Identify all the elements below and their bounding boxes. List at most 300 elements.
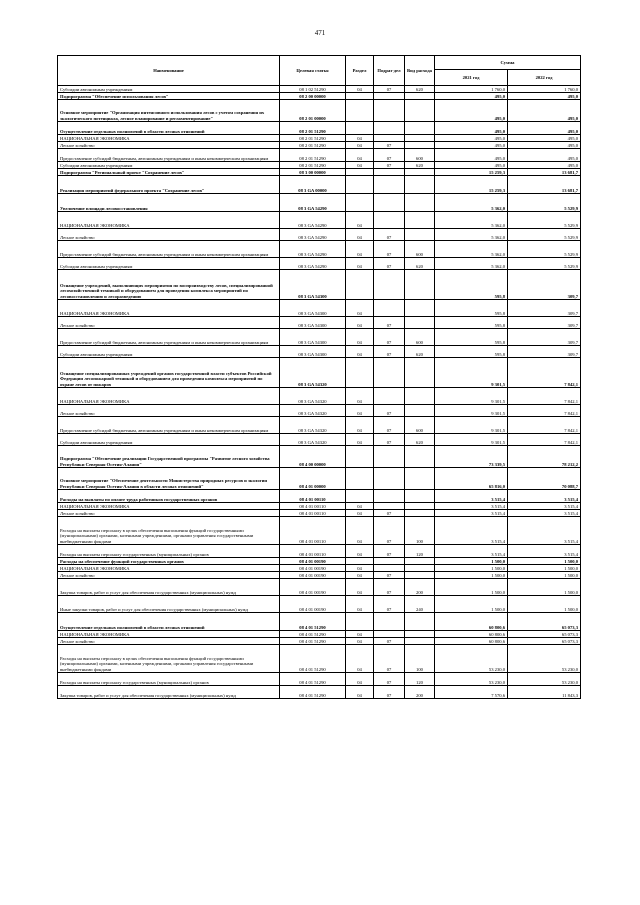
cell-expense-type: 100 [405, 517, 435, 545]
header-target-article: Целевая статья [280, 56, 346, 86]
header-year-2022: 2022 год [508, 70, 581, 86]
table-row [58, 517, 581, 545]
cell-target-article: 08 3 GA 54300 [280, 317, 346, 329]
table-row [58, 631, 581, 638]
cell-target-article: 08 3 GA 00000 [280, 176, 346, 194]
cell-amount-2022: 309,7 [508, 300, 581, 317]
cell-subsection [374, 212, 405, 229]
cell-amount-2021: 15 259,3 [435, 169, 508, 176]
cell-name: НАЦИОНАЛЬНАЯ ЭКОНОМИКА [58, 503, 280, 510]
table-row [58, 468, 581, 490]
cell-target-article: 08 3 GA 54320 [280, 434, 346, 446]
cell-target-article: 08 4 01 51290 [280, 638, 346, 645]
cell-name: Реализация мероприятий федерального проекта "Сохранение лесов" [58, 176, 280, 194]
cell-subsection [374, 631, 405, 638]
cell-subsection [374, 468, 405, 490]
cell-amount-2021: 495,0 [435, 100, 508, 122]
cell-section: 04 [346, 510, 374, 517]
cell-name: НАЦИОНАЛЬНАЯ ЭКОНОМИКА [58, 300, 280, 317]
cell-amount-2022: 7 842,1 [508, 405, 581, 417]
table-row [58, 572, 581, 579]
cell-expense-type: 600 [405, 329, 435, 346]
cell-subsection: 07 [374, 405, 405, 417]
cell-subsection: 07 [374, 317, 405, 329]
cell-section: 04 [346, 149, 374, 162]
table-header [58, 56, 581, 86]
table-row [58, 503, 581, 510]
cell-expense-type [405, 388, 435, 405]
cell-amount-2022: 1 500,0 [508, 579, 581, 596]
cell-amount-2021: 5 362,0 [435, 241, 508, 258]
table-row [58, 638, 581, 645]
cell-amount-2022: 495,0 [508, 162, 581, 169]
cell-target-article: 08 3 GA 54320 [280, 358, 346, 388]
cell-subsection: 07 [374, 142, 405, 149]
header-year-2021: 2021 год [435, 70, 508, 86]
cell-amount-2022: 495,0 [508, 149, 581, 162]
cell-amount-2021: 9 301,5 [435, 434, 508, 446]
cell-amount-2022: 13 681,7 [508, 176, 581, 194]
cell-amount-2022: 5 529,9 [508, 212, 581, 229]
cell-section: 04 [346, 258, 374, 270]
cell-subsection: 07 [374, 572, 405, 579]
cell-subsection [374, 446, 405, 468]
cell-expense-type [405, 169, 435, 176]
cell-expense-type: 620 [405, 258, 435, 270]
cell-expense-type [405, 212, 435, 229]
cell-expense-type [405, 490, 435, 503]
cell-name: Расходы на выплаты персоналу в целях обеспечения выполнения функций государственными (муниципальными) органами, казенными учреждениями, органами управления государственными внебюджетными фондами [58, 517, 280, 545]
cell-name: Субсидии автономным учреждениям [58, 258, 280, 270]
cell-expense-type: 620 [405, 346, 435, 358]
header-section: Раздел [346, 56, 374, 86]
cell-target-article: 08 3 GA 54290 [280, 229, 346, 241]
cell-amount-2021: 1 500,0 [435, 572, 508, 579]
cell-name: Предоставление субсидий бюджетным, автономным учреждениям и иным некоммерческим организациям [58, 329, 280, 346]
cell-subsection [374, 270, 405, 300]
table-row [58, 434, 581, 446]
cell-expense-type: 100 [405, 645, 435, 673]
cell-subsection: 07 [374, 510, 405, 517]
cell-amount-2021: 5 362,0 [435, 194, 508, 212]
cell-amount-2022: 1 500,0 [508, 572, 581, 579]
cell-subsection: 07 [374, 545, 405, 558]
cell-subsection: 07 [374, 162, 405, 169]
cell-subsection: 07 [374, 645, 405, 673]
cell-section: 04 [346, 162, 374, 169]
cell-section [346, 490, 374, 503]
cell-section [346, 122, 374, 135]
cell-amount-2022: 3 515,4 [508, 510, 581, 517]
cell-amount-2021: 9 301,5 [435, 405, 508, 417]
cell-name: Субсидии автономным учреждениям [58, 86, 280, 93]
cell-amount-2022: 3 515,4 [508, 517, 581, 545]
cell-section: 04 [346, 300, 374, 317]
cell-amount-2022: 65 073,3 [508, 638, 581, 645]
cell-expense-type [405, 638, 435, 645]
cell-expense-type [405, 93, 435, 100]
cell-expense-type [405, 572, 435, 579]
table-row [58, 229, 581, 241]
table-row [58, 558, 581, 565]
cell-subsection: 07 [374, 673, 405, 686]
cell-amount-2021: 65 816,0 [435, 468, 508, 490]
table-row [58, 613, 581, 631]
cell-target-article: 08 4 01 00190 [280, 558, 346, 565]
cell-name: Расходы на выплаты по оплате труда работников государственных органов [58, 490, 280, 503]
cell-name: НАЦИОНАЛЬНАЯ ЭКОНОМИКА [58, 388, 280, 405]
cell-amount-2021: 595,8 [435, 329, 508, 346]
cell-subsection: 07 [374, 517, 405, 545]
cell-target-article: 08 2 00 00000 [280, 93, 346, 100]
cell-amount-2022: 495,0 [508, 122, 581, 135]
cell-name: Оснащение учреждений, выполняющих мероприятия по воспроизводству лесов, специализированной лесохозяйственной техникой и оборудованием для проведения комплекса мероприятий по лесовосстановлению и лесоразведению [58, 270, 280, 300]
cell-amount-2022: 7 842,1 [508, 358, 581, 388]
cell-name: Оснащение специализированных учреждений органов государственной власти субъектов Российской Федерации лесопожарной техникой и оборудованием для проведения комплекса мероприятий по охране лесов от пожаров [58, 358, 280, 388]
cell-subsection: 07 [374, 638, 405, 645]
cell-target-article: 08 4 00 00000 [280, 446, 346, 468]
cell-name: Осуществление отдельных полномочий в области лесных отношений [58, 613, 280, 631]
cell-subsection [374, 490, 405, 503]
cell-expense-type [405, 100, 435, 122]
cell-section: 04 [346, 645, 374, 673]
cell-amount-2021: 9 301,5 [435, 417, 508, 434]
cell-expense-type: 240 [405, 596, 435, 613]
table-row [58, 241, 581, 258]
cell-section [346, 613, 374, 631]
cell-expense-type: 620 [405, 86, 435, 93]
cell-target-article: 08 2 01 51290 [280, 149, 346, 162]
table-row [58, 93, 581, 100]
cell-name: Закупка товаров, работ и услуг для обеспечения государственных (муниципальных) нужд [58, 686, 280, 699]
table-row [58, 329, 581, 346]
cell-name: НАЦИОНАЛЬНАЯ ЭКОНОМИКА [58, 565, 280, 572]
cell-section [346, 100, 374, 122]
cell-amount-2022: 3 515,4 [508, 545, 581, 558]
cell-section: 04 [346, 388, 374, 405]
cell-amount-2021: 1 500,0 [435, 596, 508, 613]
cell-expense-type [405, 405, 435, 417]
cell-amount-2021: 3 515,4 [435, 510, 508, 517]
cell-subsection: 07 [374, 86, 405, 93]
cell-amount-2022: 1 500,0 [508, 558, 581, 565]
cell-expense-type: 600 [405, 149, 435, 162]
cell-amount-2021: 60 800,6 [435, 613, 508, 631]
cell-subsection [374, 194, 405, 212]
cell-amount-2021: 595,8 [435, 317, 508, 329]
table-body [58, 86, 581, 699]
table-row [58, 142, 581, 149]
table-row [58, 346, 581, 358]
cell-name: Осуществление отдельных полномочий в области лесных отношений [58, 122, 280, 135]
cell-expense-type [405, 135, 435, 142]
cell-name: Предоставление субсидий бюджетным, автономным учреждениям и иным некоммерческим организациям [58, 149, 280, 162]
cell-subsection: 07 [374, 434, 405, 446]
table-row [58, 417, 581, 434]
cell-amount-2021: 3 515,4 [435, 490, 508, 503]
cell-target-article: 08 3 GA 54290 [280, 241, 346, 258]
table-row [58, 300, 581, 317]
cell-section [346, 169, 374, 176]
cell-subsection [374, 122, 405, 135]
cell-target-article: 08 4 01 00110 [280, 545, 346, 558]
cell-amount-2021: 7 570,6 [435, 686, 508, 699]
table-row [58, 149, 581, 162]
cell-subsection [374, 135, 405, 142]
cell-section [346, 93, 374, 100]
cell-amount-2021: 15 259,3 [435, 176, 508, 194]
cell-target-article: 08 2 01 51290 [280, 135, 346, 142]
cell-section: 04 [346, 405, 374, 417]
cell-subsection: 07 [374, 241, 405, 258]
header-name: Наименование [58, 56, 280, 86]
cell-amount-2021: 495,0 [435, 142, 508, 149]
cell-amount-2022: 7 842,1 [508, 434, 581, 446]
cell-target-article: 08 3 GA 54320 [280, 417, 346, 434]
table-row [58, 510, 581, 517]
cell-name: Лесное хозяйство [58, 317, 280, 329]
cell-subsection [374, 300, 405, 317]
cell-expense-type [405, 358, 435, 388]
cell-amount-2022: 5 529,9 [508, 241, 581, 258]
cell-name: Предоставление субсидий бюджетным, автономным учреждениям и иным некоммерческим организациям [58, 417, 280, 434]
cell-expense-type [405, 558, 435, 565]
cell-section: 04 [346, 142, 374, 149]
table-row [58, 673, 581, 686]
cell-amount-2021: 53 230,0 [435, 673, 508, 686]
cell-target-article: 08 4 01 00190 [280, 579, 346, 596]
cell-name: НАЦИОНАЛЬНАЯ ЭКОНОМИКА [58, 212, 280, 229]
cell-name: Лесное хозяйство [58, 510, 280, 517]
cell-amount-2022: 3 515,4 [508, 490, 581, 503]
cell-section: 04 [346, 229, 374, 241]
cell-name: Расходы на выплаты персоналу государственных (муниципальных) органов [58, 545, 280, 558]
cell-amount-2022: 53 230,0 [508, 673, 581, 686]
cell-expense-type: 620 [405, 162, 435, 169]
cell-amount-2022: 5 529,9 [508, 229, 581, 241]
cell-target-article: 08 4 01 51290 [280, 673, 346, 686]
cell-section: 04 [346, 545, 374, 558]
cell-subsection: 07 [374, 258, 405, 270]
cell-expense-type [405, 446, 435, 468]
cell-amount-2021: 595,8 [435, 346, 508, 358]
cell-expense-type [405, 229, 435, 241]
cell-amount-2021: 3 515,4 [435, 503, 508, 510]
cell-section: 04 [346, 503, 374, 510]
cell-subsection [374, 613, 405, 631]
cell-section: 04 [346, 329, 374, 346]
cell-name: Лесное хозяйство [58, 229, 280, 241]
cell-subsection: 07 [374, 329, 405, 346]
table-row [58, 446, 581, 468]
cell-target-article: 08 4 01 51290 [280, 686, 346, 699]
cell-name: Лесное хозяйство [58, 638, 280, 645]
cell-subsection [374, 565, 405, 572]
cell-amount-2022: 7 842,1 [508, 388, 581, 405]
cell-amount-2022: 13 681,7 [508, 169, 581, 176]
cell-amount-2022: 65 073,3 [508, 631, 581, 638]
cell-target-article: 08 4 01 00110 [280, 503, 346, 510]
cell-subsection: 07 [374, 579, 405, 596]
cell-target-article: 08 2 01 00000 [280, 100, 346, 122]
cell-amount-2021: 595,8 [435, 300, 508, 317]
cell-name: Лесное хозяйство [58, 572, 280, 579]
cell-section [346, 270, 374, 300]
cell-target-article: 08 3 GA 54300 [280, 270, 346, 300]
cell-subsection: 07 [374, 417, 405, 434]
cell-section: 04 [346, 346, 374, 358]
cell-amount-2021: 595,8 [435, 270, 508, 300]
table-row [58, 176, 581, 194]
table-row [58, 258, 581, 270]
cell-target-article: 08 3 GA 54290 [280, 258, 346, 270]
cell-target-article: 08 4 01 00000 [280, 468, 346, 490]
cell-expense-type: 120 [405, 673, 435, 686]
cell-name: Подпрограмма "Обеспечение реализации Государственной программы "Развитие лесного хозяйства Республики Северная Осетия-Алания" [58, 446, 280, 468]
table-row [58, 169, 581, 176]
cell-amount-2021: 5 362,0 [435, 229, 508, 241]
cell-target-article: 08 4 01 00190 [280, 572, 346, 579]
cell-name: Расходы на обеспечение функций государственных органов [58, 558, 280, 565]
cell-expense-type [405, 270, 435, 300]
cell-amount-2021: 495,0 [435, 135, 508, 142]
cell-section [346, 446, 374, 468]
cell-expense-type [405, 503, 435, 510]
cell-amount-2021: 9 301,5 [435, 358, 508, 388]
cell-amount-2022: 78 212,2 [508, 446, 581, 468]
table-row [58, 194, 581, 212]
cell-target-article: 08 4 01 00110 [280, 490, 346, 503]
table-row [58, 100, 581, 122]
cell-section: 04 [346, 434, 374, 446]
cell-section: 04 [346, 596, 374, 613]
cell-subsection [374, 176, 405, 194]
cell-amount-2021: 60 800,6 [435, 631, 508, 638]
cell-target-article: 08 2 01 51290 [280, 122, 346, 135]
cell-amount-2021: 495,0 [435, 122, 508, 135]
cell-subsection: 07 [374, 686, 405, 699]
header-sum: Сумма [435, 56, 581, 70]
cell-name: Подпрограмма "Региональный проект "Сохранение лесов" [58, 169, 280, 176]
cell-target-article: 08 4 01 51290 [280, 631, 346, 638]
table-row [58, 388, 581, 405]
table-row [58, 135, 581, 142]
cell-section [346, 194, 374, 212]
cell-subsection [374, 388, 405, 405]
table-row [58, 565, 581, 572]
cell-name: Основное мероприятие "Обеспечение деятельности Министерства природных ресурсов и экологии Республики Северная Осетия-Алания в области лесных отношений" [58, 468, 280, 490]
cell-expense-type [405, 300, 435, 317]
cell-expense-type [405, 122, 435, 135]
cell-target-article: 08 4 01 00190 [280, 565, 346, 572]
cell-amount-2021: 495,0 [435, 93, 508, 100]
cell-amount-2021: 1 760,0 [435, 86, 508, 93]
cell-expense-type [405, 613, 435, 631]
cell-amount-2021: 5 362,0 [435, 212, 508, 229]
cell-amount-2021: 1 500,0 [435, 565, 508, 572]
cell-amount-2021: 73 339,5 [435, 446, 508, 468]
cell-name: Субсидии автономным учреждениям [58, 162, 280, 169]
cell-subsection: 07 [374, 229, 405, 241]
cell-expense-type: 200 [405, 686, 435, 699]
cell-section: 04 [346, 417, 374, 434]
table-row [58, 212, 581, 229]
header-subsection: Подраз-дел [374, 56, 405, 86]
cell-subsection [374, 169, 405, 176]
cell-amount-2022: 1 500,0 [508, 596, 581, 613]
cell-section: 04 [346, 565, 374, 572]
cell-section [346, 176, 374, 194]
table-row [58, 645, 581, 673]
cell-subsection [374, 93, 405, 100]
cell-amount-2021: 60 800,6 [435, 638, 508, 645]
cell-target-article: 08 3 GA 54320 [280, 388, 346, 405]
cell-subsection [374, 558, 405, 565]
cell-amount-2022: 309,7 [508, 329, 581, 346]
cell-name: Закупка товаров, работ и услуг для обеспечения государственных (муниципальных) нужд [58, 579, 280, 596]
cell-expense-type [405, 510, 435, 517]
cell-target-article: 08 4 01 00110 [280, 510, 346, 517]
cell-amount-2022: 1 500,0 [508, 565, 581, 572]
cell-section: 04 [346, 631, 374, 638]
cell-section [346, 358, 374, 388]
cell-target-article: 08 4 01 51290 [280, 645, 346, 673]
cell-amount-2021: 1 500,0 [435, 558, 508, 565]
cell-expense-type: 600 [405, 417, 435, 434]
cell-amount-2021: 3 515,4 [435, 545, 508, 558]
table-row [58, 490, 581, 503]
cell-amount-2021: 5 362,0 [435, 258, 508, 270]
table-row [58, 405, 581, 417]
table-row [58, 358, 581, 388]
cell-section: 04 [346, 673, 374, 686]
cell-target-article: 08 4 01 00190 [280, 596, 346, 613]
cell-expense-type [405, 194, 435, 212]
cell-amount-2021: 9 301,5 [435, 388, 508, 405]
cell-target-article: 08 1 02 51290 [280, 86, 346, 93]
cell-amount-2022: 1 760,0 [508, 86, 581, 93]
cell-section: 04 [346, 135, 374, 142]
cell-expense-type: 620 [405, 434, 435, 446]
cell-expense-type: 200 [405, 579, 435, 596]
cell-amount-2022: 70 088,7 [508, 468, 581, 490]
cell-name: Подпрограмма "Обеспечение использования лесов" [58, 93, 280, 100]
cell-section: 04 [346, 212, 374, 229]
cell-amount-2022: 495,0 [508, 135, 581, 142]
cell-subsection: 07 [374, 596, 405, 613]
cell-expense-type [405, 142, 435, 149]
header-expense-type: Вид расхода [405, 56, 435, 86]
cell-amount-2022: 495,0 [508, 142, 581, 149]
cell-target-article: 08 2 01 51290 [280, 162, 346, 169]
cell-section: 04 [346, 317, 374, 329]
cell-name: Расходы на выплаты персоналу государственных (муниципальных) органов [58, 673, 280, 686]
cell-name: НАЦИОНАЛЬНАЯ ЭКОНОМИКА [58, 631, 280, 638]
cell-amount-2021: 1 500,0 [435, 579, 508, 596]
cell-name: Предоставление субсидий бюджетным, автономным учреждениям и иным некоммерческим организациям [58, 241, 280, 258]
table-row [58, 686, 581, 699]
cell-target-article: 08 4 01 00110 [280, 517, 346, 545]
cell-amount-2021: 53 230,0 [435, 645, 508, 673]
cell-subsection [374, 100, 405, 122]
cell-section [346, 558, 374, 565]
cell-expense-type [405, 468, 435, 490]
cell-section: 04 [346, 579, 374, 596]
cell-section: 04 [346, 638, 374, 645]
cell-target-article: 08 3 GA 54320 [280, 405, 346, 417]
cell-name: НАЦИОНАЛЬНАЯ ЭКОНОМИКА [58, 135, 280, 142]
cell-amount-2022: 3 515,4 [508, 503, 581, 510]
